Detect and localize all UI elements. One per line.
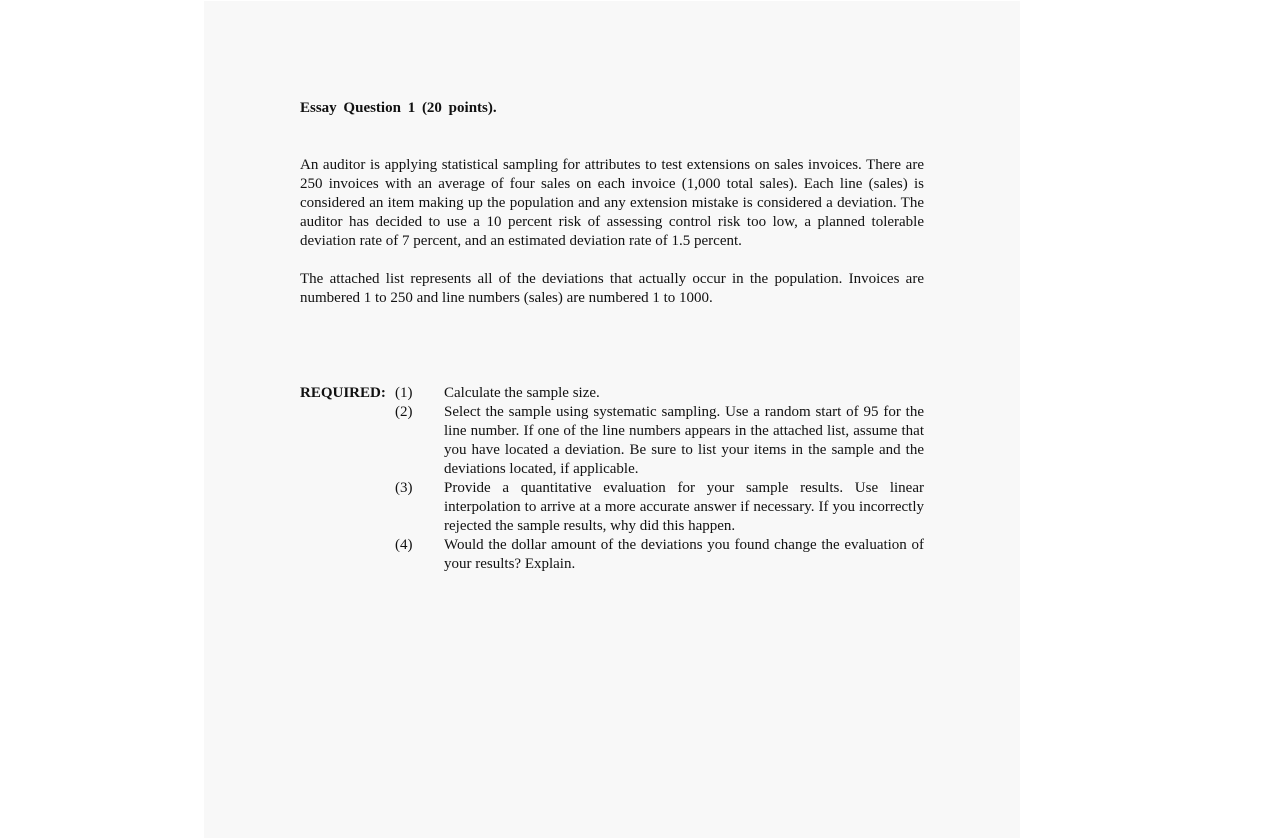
- question-title: Essay Question 1 (20 points).: [300, 100, 497, 116]
- required-item: [300, 536, 924, 574]
- required-item: [300, 479, 924, 536]
- required-item-text: Would the dollar amount of the deviations you found change the evaluation of your results? Explain.: [444, 537, 924, 572]
- problem-paragraph-2: The attached list represents all of the deviations that actually occur in the population. Invoices are numbered 1 to 250 and line numbers (sales) are numbered 1 to 1000.: [300, 271, 924, 306]
- required-item-number: (3): [395, 480, 413, 496]
- required-item-text: Calculate the sample size.: [444, 385, 600, 401]
- document-page: [204, 1, 1020, 838]
- document-content: [300, 99, 924, 574]
- required-item: [300, 403, 924, 479]
- required-item-text: Provide a quantitative evaluation for your sample results. Use linear interpolation to arrive at a more accurate answer if necessary. If you incorrectly rejected the sample results, why did this happen.: [444, 480, 924, 534]
- required-item: [300, 384, 924, 403]
- required-item-number: (4): [395, 537, 413, 553]
- required-item-number: (2): [395, 404, 413, 420]
- required-label: REQUIRED:: [300, 385, 386, 401]
- required-item-number: (1): [395, 385, 413, 401]
- required-item-text: Select the sample using systematic sampling. Use a random start of 95 for the line number. If one of the line numbers appears in the attached list, assume that you have located a deviation. Be sure to list your items in the sample and the deviations located, if applicable.: [444, 404, 924, 477]
- required-section: [300, 384, 924, 574]
- problem-paragraph-1: An auditor is applying statistical sampling for attributes to test extensions on sales invoices. There are 250 invoices with an average of four sales on each invoice (1,000 total sales). Each line (sales) is considered an item making up the population and any extension mistake is considered a deviation. The auditor has decided to use a 10 percent risk of assessing control risk too low, a planned tolerable deviation rate of 7 percent, and an estimated deviation rate of 1.5 percent.: [300, 157, 924, 249]
